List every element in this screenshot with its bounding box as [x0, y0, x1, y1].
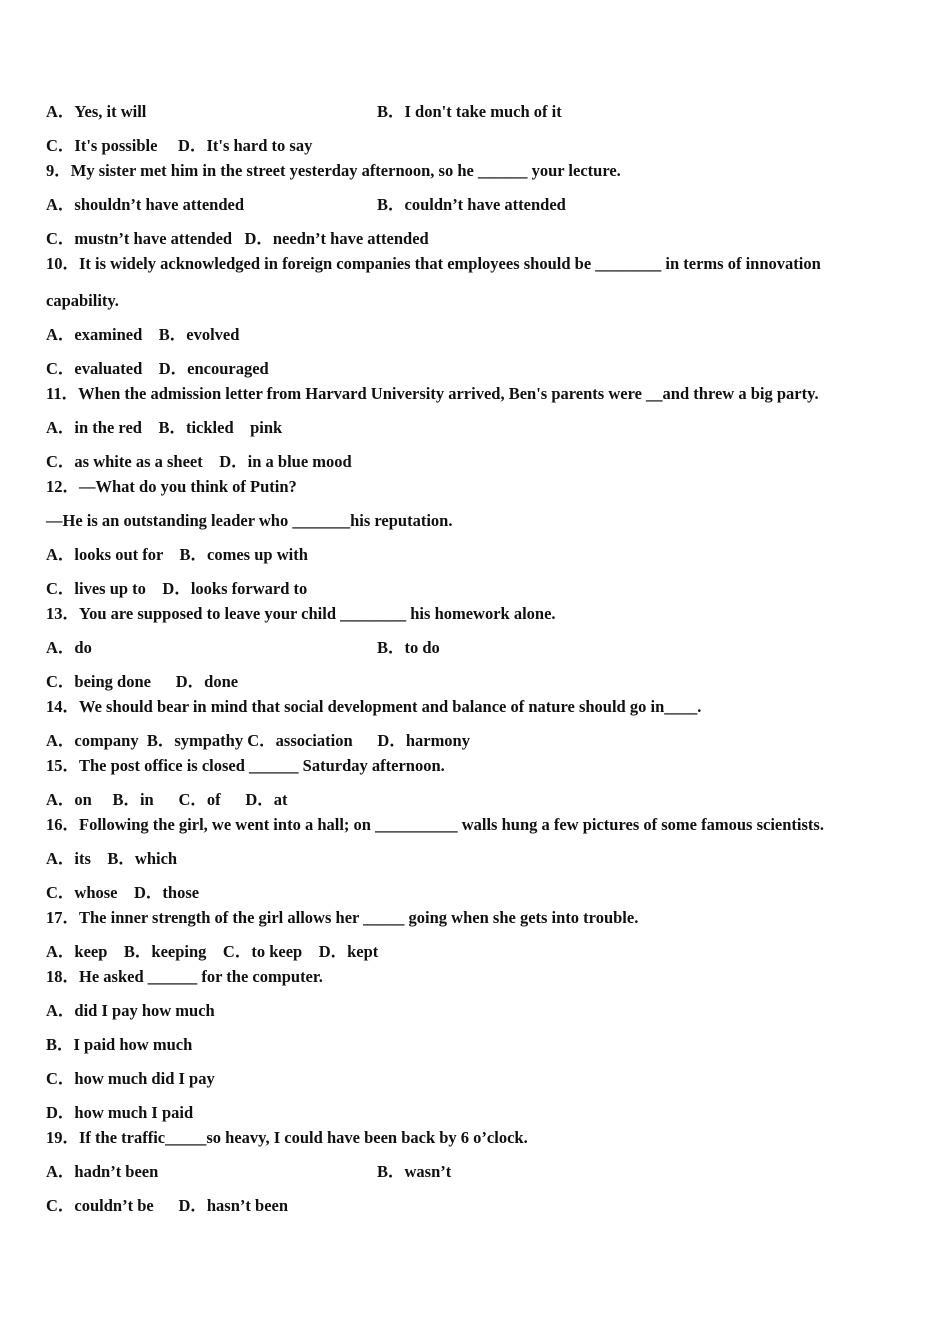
q18-option-a: A．did I pay how much — [46, 1001, 215, 1020]
question-15: 15．The post office is closed ______ Saturday afternoon. — [46, 756, 445, 775]
question-12-answer-line: —He is an outstanding leader who _______his reputation. — [46, 511, 453, 530]
q12-options-ab: A．looks out for B．comes up with — [46, 545, 308, 564]
q10-options-cd: C．evaluated D．encouraged — [46, 359, 269, 378]
question-17: 17．The inner strength of the girl allows her _____ going when she gets into trouble. — [46, 908, 639, 927]
question-14: 14．We should bear in mind that social development and balance of nature should go in____. — [46, 697, 702, 716]
q9-options-cd: C．mustn’t have attended D．needn’t have attended — [46, 229, 429, 248]
q9-option-a: A．shouldn’t have attended — [46, 195, 245, 214]
q8-options-cd: C．It's possible D．It's hard to say — [46, 136, 313, 155]
q12-options-cd: C．lives up to D．looks forward to — [46, 579, 308, 598]
q18-option-b: B．I paid how much — [46, 1035, 193, 1054]
q8-option-b: B．I don't take much of it — [377, 102, 562, 121]
q16-options-cd: C．whose D．those — [46, 883, 200, 902]
q17-options: A．keep B．keeping C．to keep D．kept — [46, 942, 379, 961]
q15-options: A．on B．in C．of D．at — [46, 790, 288, 809]
q13-option-b: B．to do — [377, 638, 440, 657]
q13-options-cd: C．being done D．done — [46, 672, 239, 691]
question-10-continued: capability. — [46, 291, 119, 310]
question-9: 9．My sister met him in the street yesterday afternoon, so he ______ your lecture. — [46, 161, 621, 180]
question-10: 10．It is widely acknowledged in foreign companies that employees should be ________ in terms of innovation — [46, 254, 821, 273]
q8-option-a: A．Yes, it will — [46, 102, 147, 121]
question-19: 19．If the traffic_____so heavy, I could have been back by 6 o’clock. — [46, 1128, 528, 1147]
question-16: 16．Following the girl, we went into a hall; on __________ walls hung a few pictures of some famous scientists. — [46, 815, 824, 834]
question-12: 12．—What do you think of Putin? — [46, 477, 297, 496]
q9-option-b: B．couldn’t have attended — [377, 195, 566, 214]
q18-option-d: D．how much I paid — [46, 1103, 194, 1122]
q11-options-cd: C．as white as a sheet D．in a blue mood — [46, 452, 352, 471]
q19-option-a: A．hadn’t been — [46, 1162, 159, 1181]
q14-options: A．company B．sympathy C．association D．harmony — [46, 731, 470, 750]
question-18: 18．He asked ______ for the computer. — [46, 967, 323, 986]
question-11: 11．When the admission letter from Harvard University arrived, Ben's parents were __and threw a big party. — [46, 384, 819, 403]
q11-options-ab: A．in the red B．tickled pink — [46, 418, 283, 437]
q19-option-b: B．wasn’t — [377, 1162, 452, 1181]
q16-options-ab: A．its B．which — [46, 849, 178, 868]
q13-option-a: A．do — [46, 638, 92, 657]
q10-options-ab: A．examined B．evolved — [46, 325, 240, 344]
question-13: 13．You are supposed to leave your child ________ his homework alone. — [46, 604, 556, 623]
q19-options-cd: C．couldn’t be D．hasn’t been — [46, 1196, 289, 1215]
q18-option-c: C．how much did I pay — [46, 1069, 215, 1088]
